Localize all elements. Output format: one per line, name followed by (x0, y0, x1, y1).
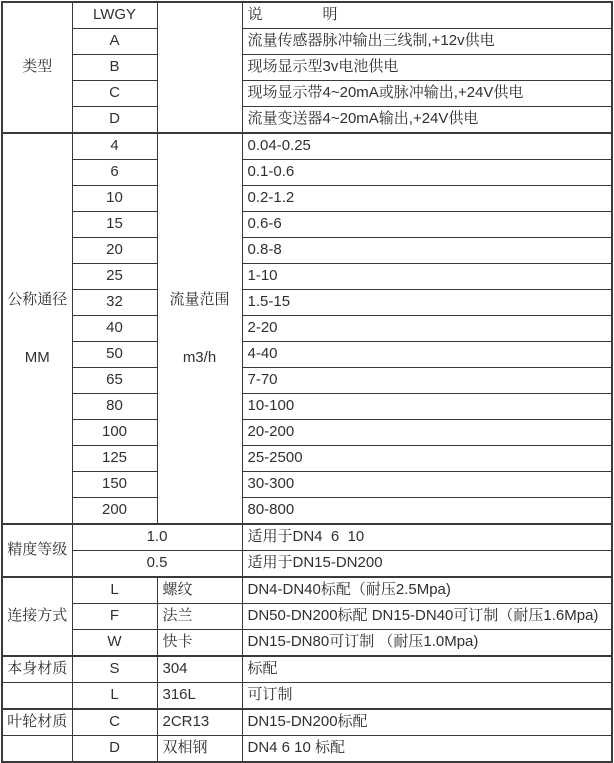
flow-range-cell: 25-2500 (242, 446, 612, 472)
type-desc-cell: 流量变送器4~20mA输出,+24V供电 (242, 107, 612, 134)
flow-range-cell: 1-10 (242, 264, 612, 290)
section-label-nominal-diameter (2, 133, 72, 524)
spec-table (1, 1, 613, 763)
table-row (2, 55, 612, 81)
table-row (2, 342, 612, 368)
flow-range-cell: 0.6-6 (242, 212, 612, 238)
flow-range-cell: 0.04-0.25 (242, 133, 612, 160)
connection-name-cell: 快卡 (157, 630, 242, 657)
dn-value-cell: 100 (72, 420, 157, 446)
dn-value-cell: 50 (72, 342, 157, 368)
flow-range-cell: 0.8-8 (242, 238, 612, 264)
type-code-cell: A (72, 29, 157, 55)
model-code-header: LWGY (72, 2, 157, 29)
table-row (2, 683, 612, 710)
table-row (2, 709, 612, 736)
type-code-cell: B (72, 55, 157, 81)
type-desc-cell: 现场显示型3v电池供电 (242, 55, 612, 81)
section-label-type: 类型 (2, 2, 72, 133)
flow-range-cell: 80-800 (242, 498, 612, 525)
flow-range-cell: 4-40 (242, 342, 612, 368)
connection-code-cell: W (72, 630, 157, 657)
dn-value-cell: 25 (72, 264, 157, 290)
table-row (2, 498, 612, 525)
table-row (2, 2, 612, 29)
flow-range-cell: 2-20 (242, 316, 612, 342)
flow-range-cell: 7-70 (242, 368, 612, 394)
accuracy-desc-cell: 适用于DN15-DN200 (242, 551, 612, 578)
material-desc-cell: 可订制 (242, 683, 612, 710)
type-desc-cell: 流量传感器脉冲输出三线制,+12v供电 (242, 29, 612, 55)
table-row (2, 577, 612, 604)
type-desc-cell: 现场显示带4~20mA或脉冲输出,+24V供电 (242, 81, 612, 107)
material-name-cell: 304 (157, 656, 242, 683)
table-row (2, 81, 612, 107)
table-row (2, 551, 612, 578)
connection-name-cell: 法兰 (157, 604, 242, 630)
flow-range-cell: 30-300 (242, 472, 612, 498)
connection-code-cell: L (72, 577, 157, 604)
empty-cell (157, 2, 242, 133)
dn-value-cell: 20 (72, 238, 157, 264)
table-row (2, 186, 612, 212)
dn-value-cell: 200 (72, 498, 157, 525)
table-row (2, 420, 612, 446)
flow-range-cell: 1.5-15 (242, 290, 612, 316)
material-code-cell: D (72, 736, 157, 763)
connection-code-cell: F (72, 604, 157, 630)
dn-value-cell: 4 (72, 133, 157, 160)
label-line: MM (24, 349, 50, 367)
flow-range-cell: 10-100 (242, 394, 612, 420)
table-row (2, 264, 612, 290)
dn-value-cell: 80 (72, 394, 157, 420)
table-row (2, 368, 612, 394)
dn-value-cell: 65 (72, 368, 157, 394)
material-name-cell: 2CR13 (157, 709, 242, 736)
connection-desc-cell: DN15-DN80可订制 （耐压1.0Mpa) (242, 630, 612, 657)
label-line: m3/h (182, 349, 217, 367)
empty-cell (2, 736, 72, 763)
flow-range-cell: 0.1-0.6 (242, 160, 612, 186)
dn-value-cell: 40 (72, 316, 157, 342)
material-name-cell: 316L (157, 683, 242, 710)
dn-value-cell: 6 (72, 160, 157, 186)
table-row (2, 316, 612, 342)
table-row (2, 604, 612, 630)
flow-range-label (157, 133, 242, 524)
material-code-cell: C (72, 709, 157, 736)
section-label-impeller-material: 叶轮材质 (2, 709, 72, 736)
dn-value-cell: 15 (72, 212, 157, 238)
dn-value-cell: 32 (72, 290, 157, 316)
connection-name-cell: 螺纹 (157, 577, 242, 604)
material-code-cell: S (72, 656, 157, 683)
material-desc-cell: DN15-DN200标配 (242, 709, 612, 736)
empty-cell (2, 683, 72, 710)
connection-desc-cell: DN4-DN40标配（耐压2.5Mpa) (242, 577, 612, 604)
table-row (2, 160, 612, 186)
table-row (2, 630, 612, 657)
table-row (2, 133, 612, 160)
section-label-accuracy-class: 精度等级 (2, 524, 72, 577)
dn-value-cell: 150 (72, 472, 157, 498)
flow-range-cell: 0.2-1.2 (242, 186, 612, 212)
section-label-body-material: 本身材质 (2, 656, 72, 683)
type-code-cell: D (72, 107, 157, 134)
label-line: 公称通径 (7, 290, 68, 308)
connection-desc-cell: DN50-DN200标配 DN15-DN40可订制（耐压1.6Mpa) (242, 604, 612, 630)
dn-value-cell: 125 (72, 446, 157, 472)
table-row (2, 656, 612, 683)
dn-value-cell: 10 (72, 186, 157, 212)
table-row (2, 238, 612, 264)
table-row (2, 472, 612, 498)
type-code-cell: C (72, 81, 157, 107)
material-desc-cell: DN4 6 10 标配 (242, 736, 612, 763)
material-desc-cell: 标配 (242, 656, 612, 683)
accuracy-grade-cell: 0.5 (72, 551, 242, 578)
material-name-cell: 双相钢 (157, 736, 242, 763)
label-line: 流量范围 (169, 290, 230, 308)
table-row (2, 29, 612, 55)
table-row (2, 524, 612, 551)
accuracy-desc-cell: 适用于DN4 6 10 (242, 524, 612, 551)
table-row (2, 394, 612, 420)
flow-range-cell: 20-200 (242, 420, 612, 446)
accuracy-grade-cell: 1.0 (72, 524, 242, 551)
table-row (2, 107, 612, 134)
description-header: 说 明 (242, 2, 612, 29)
section-label-connection-type: 连接方式 (2, 577, 72, 656)
table-row (2, 212, 612, 238)
table-row (2, 736, 612, 763)
table-row (2, 446, 612, 472)
material-code-cell: L (72, 683, 157, 710)
table-row (2, 290, 612, 316)
